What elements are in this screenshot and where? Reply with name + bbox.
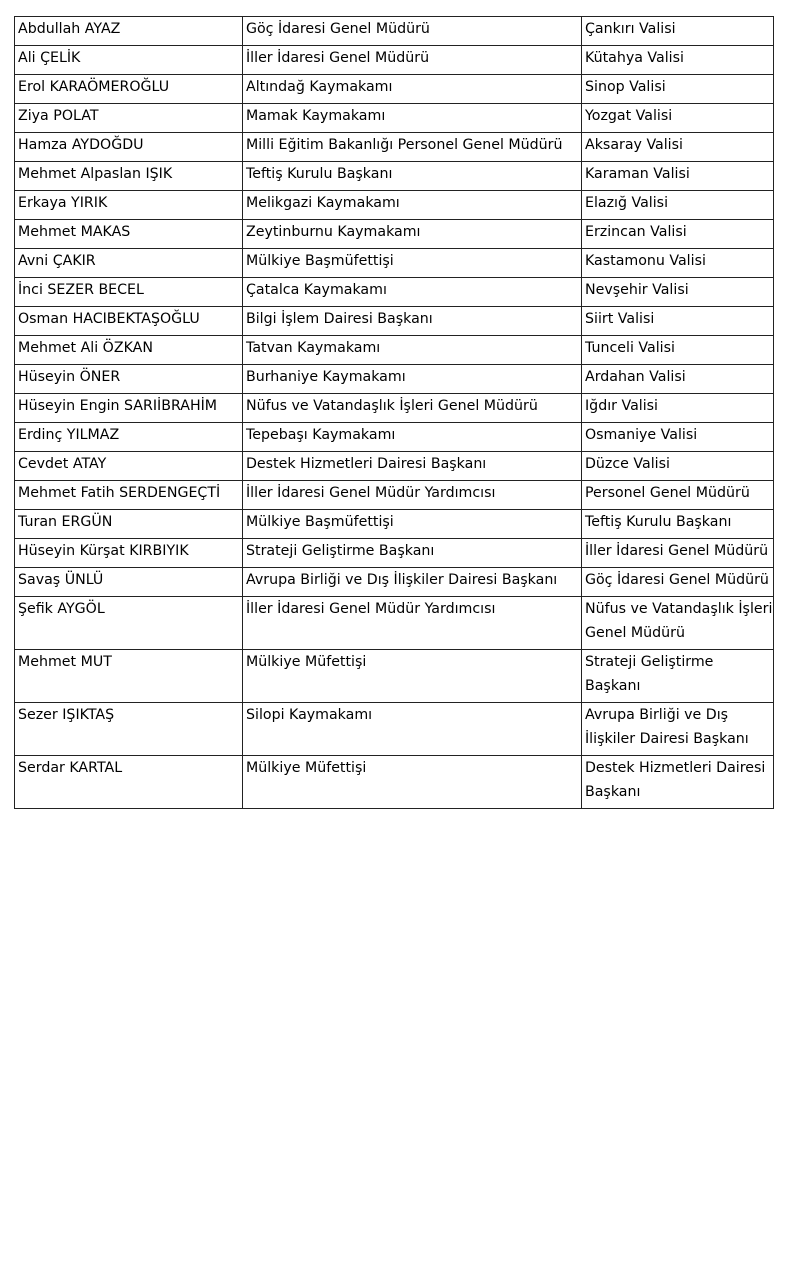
new-post-cell-text: Elazığ Valisi	[585, 195, 669, 211]
table-row	[15, 452, 774, 481]
person-name-cell	[15, 307, 243, 336]
former-post-cell-text: Çatalca Kaymakamı	[246, 282, 387, 298]
table-row	[15, 365, 774, 394]
table-row	[15, 133, 774, 162]
table-row	[15, 336, 774, 365]
person-name-cell	[15, 365, 243, 394]
person-name-cell-text: Savaş ÜNLÜ	[18, 572, 104, 588]
table-row	[15, 481, 774, 510]
person-name-cell-text: Hüseyin ÖNER	[18, 369, 121, 385]
person-name-cell-text: Erol KARAÖMEROĞLU	[18, 79, 170, 95]
table-row	[15, 510, 774, 539]
table-row	[15, 539, 774, 568]
table-row	[15, 220, 774, 249]
new-post-cell-text: Aksaray Valisi	[585, 137, 683, 153]
new-post-cell-text: Karaman Valisi	[585, 166, 690, 182]
person-name-cell	[15, 481, 243, 510]
person-name-cell-text: Hüseyin Kürşat KIRBIYIK	[18, 543, 189, 559]
person-name-cell	[15, 133, 243, 162]
new-post-cell	[582, 568, 774, 597]
person-name-cell-text: Ali ÇELİK	[18, 50, 81, 66]
former-post-cell	[243, 510, 582, 539]
former-post-cell-text: Göç İdaresi Genel Müdürü	[246, 21, 430, 37]
new-post-cell	[582, 191, 774, 220]
person-name-cell-text: Mehmet MUT	[18, 654, 112, 670]
new-post-cell	[582, 452, 774, 481]
person-name-cell	[15, 510, 243, 539]
former-post-cell	[243, 220, 582, 249]
former-post-cell	[243, 46, 582, 75]
table-row	[15, 423, 774, 452]
former-post-cell-text: Strateji Geliştirme Başkanı	[246, 543, 435, 559]
table-row	[15, 703, 774, 756]
person-name-cell	[15, 104, 243, 133]
new-post-cell	[582, 510, 774, 539]
former-post-cell-text: İller İdaresi Genel Müdür Yardımcısı	[246, 485, 496, 501]
former-post-cell-text: İller İdaresi Genel Müdür Yardımcısı	[246, 601, 496, 617]
former-post-cell	[243, 650, 582, 703]
new-post-cell	[582, 220, 774, 249]
former-post-cell-text: Avrupa Birliği ve Dış İlişkiler Dairesi Başkanı	[246, 572, 558, 588]
new-post-cell	[582, 104, 774, 133]
table-row	[15, 650, 774, 703]
person-name-cell-text: Serdar KARTAL	[18, 760, 123, 776]
former-post-cell	[243, 756, 582, 809]
table-row	[15, 17, 774, 46]
person-name-cell	[15, 423, 243, 452]
new-post-cell-text: Teftiş Kurulu Başkanı	[585, 514, 732, 530]
new-post-cell	[582, 597, 774, 650]
person-name-cell-text: Sezer IŞIKTAŞ	[18, 707, 115, 723]
former-post-cell	[243, 17, 582, 46]
new-post-cell-text: Yozgat Valisi	[585, 108, 673, 124]
new-post-cell-text: Göç İdaresi Genel Müdürü	[585, 572, 769, 588]
former-post-cell-text: Mülkiye Başmüfettişi	[246, 253, 394, 269]
new-post-cell-text: Siirt Valisi	[585, 311, 655, 327]
person-name-cell	[15, 75, 243, 104]
former-post-cell	[243, 452, 582, 481]
former-post-cell-text: Burhaniye Kaymakamı	[246, 369, 406, 385]
person-name-cell-text: Ziya POLAT	[18, 108, 99, 124]
table-row	[15, 104, 774, 133]
new-post-cell-text: Nüfus ve Vatandaşlık İşleri Genel Müdürü	[585, 601, 773, 641]
person-name-cell-text: Osman HACIBEKTAŞOĞLU	[18, 311, 200, 327]
person-name-cell	[15, 46, 243, 75]
former-post-cell-text: Mamak Kaymakamı	[246, 108, 386, 124]
new-post-cell	[582, 756, 774, 809]
former-post-cell-text: Silopi Kaymakamı	[246, 707, 373, 723]
new-post-cell-text: Tunceli Valisi	[585, 340, 675, 356]
new-post-cell	[582, 17, 774, 46]
person-name-cell	[15, 162, 243, 191]
former-post-cell-text: Teftiş Kurulu Başkanı	[246, 166, 393, 182]
former-post-cell	[243, 307, 582, 336]
person-name-cell-text: Şefik AYGÖL	[18, 601, 105, 617]
former-post-cell-text: Melikgazi Kaymakamı	[246, 195, 400, 211]
former-post-cell	[243, 365, 582, 394]
person-name-cell-text: Mehmet Alpaslan IŞIK	[18, 166, 173, 182]
new-post-cell-text: Kastamonu Valisi	[585, 253, 706, 269]
former-post-cell	[243, 75, 582, 104]
person-name-cell	[15, 650, 243, 703]
former-post-cell-text: Mülkiye Müfettişi	[246, 654, 367, 670]
former-post-cell	[243, 539, 582, 568]
table-row	[15, 756, 774, 809]
table-row	[15, 307, 774, 336]
person-name-cell	[15, 191, 243, 220]
former-post-cell	[243, 597, 582, 650]
former-post-cell	[243, 394, 582, 423]
new-post-cell-text: İller İdaresi Genel Müdürü	[585, 543, 769, 559]
person-name-cell-text: Abdullah AYAZ	[18, 21, 121, 37]
person-name-cell-text: Erkaya YIRIK	[18, 195, 108, 211]
new-post-cell-text: Destek Hizmetleri Dairesi Başkanı	[585, 760, 766, 800]
new-post-cell	[582, 423, 774, 452]
former-post-cell-text: İller İdaresi Genel Müdürü	[246, 50, 430, 66]
former-post-cell-text: Zeytinburnu Kaymakamı	[246, 224, 421, 240]
table-row	[15, 249, 774, 278]
former-post-cell	[243, 162, 582, 191]
person-name-cell-text: Mehmet Ali ÖZKAN	[18, 340, 153, 356]
former-post-cell	[243, 278, 582, 307]
former-post-cell-text: Bilgi İşlem Dairesi Başkanı	[246, 311, 433, 327]
table-row	[15, 75, 774, 104]
former-post-cell	[243, 336, 582, 365]
new-post-cell	[582, 539, 774, 568]
person-name-cell-text: Erdinç YILMAZ	[18, 427, 120, 443]
person-name-cell-text: Turan ERGÜN	[18, 514, 113, 530]
table-row	[15, 568, 774, 597]
former-post-cell	[243, 481, 582, 510]
person-name-cell	[15, 249, 243, 278]
person-name-cell-text: İnci SEZER BECEL	[18, 282, 144, 298]
new-post-cell-text: Strateji Geliştirme Başkanı	[585, 654, 714, 694]
person-name-cell-text: Hamza AYDOĞDU	[18, 137, 144, 153]
former-post-cell-text: Altındağ Kaymakamı	[246, 79, 393, 95]
former-post-cell	[243, 133, 582, 162]
new-post-cell	[582, 46, 774, 75]
person-name-cell	[15, 394, 243, 423]
new-post-cell-text: Kütahya Valisi	[585, 50, 684, 66]
new-post-cell	[582, 307, 774, 336]
person-name-cell-text: Hüseyin Engin SARIİBRAHİM	[18, 398, 218, 414]
table-row	[15, 394, 774, 423]
new-post-cell	[582, 249, 774, 278]
new-post-cell	[582, 481, 774, 510]
new-post-cell	[582, 75, 774, 104]
new-post-cell	[582, 162, 774, 191]
person-name-cell	[15, 756, 243, 809]
person-name-cell	[15, 17, 243, 46]
person-name-cell	[15, 568, 243, 597]
person-name-cell	[15, 220, 243, 249]
new-post-cell-text: Iğdır Valisi	[585, 398, 658, 414]
new-post-cell-text: Personel Genel Müdürü	[585, 485, 750, 501]
new-post-cell-text: Ardahan Valisi	[585, 369, 686, 385]
person-name-cell	[15, 703, 243, 756]
person-name-cell-text: Mehmet Fatih SERDENGEÇTİ	[18, 485, 221, 501]
former-post-cell	[243, 191, 582, 220]
new-post-cell	[582, 650, 774, 703]
person-name-cell	[15, 597, 243, 650]
person-name-cell-text: Cevdet ATAY	[18, 456, 107, 472]
new-post-cell-text: Osmaniye Valisi	[585, 427, 698, 443]
new-post-cell-text: Avrupa Birliği ve Dış İlişkiler Dairesi Başkanı	[585, 707, 749, 747]
table-row	[15, 278, 774, 307]
new-post-cell	[582, 394, 774, 423]
former-post-cell-text: Mülkiye Başmüfettişi	[246, 514, 394, 530]
new-post-cell-text: Çankırı Valisi	[585, 21, 676, 37]
new-post-cell	[582, 336, 774, 365]
appointments-table	[14, 16, 774, 809]
person-name-cell	[15, 278, 243, 307]
new-post-cell	[582, 365, 774, 394]
table-row	[15, 46, 774, 75]
person-name-cell-text: Avni ÇAKIR	[18, 253, 96, 269]
new-post-cell	[582, 703, 774, 756]
new-post-cell-text: Nevşehir Valisi	[585, 282, 689, 298]
person-name-cell	[15, 452, 243, 481]
table-row	[15, 191, 774, 220]
former-post-cell	[243, 703, 582, 756]
person-name-cell	[15, 539, 243, 568]
new-post-cell	[582, 133, 774, 162]
former-post-cell-text: Tatvan Kaymakamı	[246, 340, 381, 356]
new-post-cell-text: Erzincan Valisi	[585, 224, 687, 240]
former-post-cell-text: Mülkiye Müfettişi	[246, 760, 367, 776]
former-post-cell	[243, 104, 582, 133]
new-post-cell-text: Sinop Valisi	[585, 79, 666, 95]
former-post-cell	[243, 249, 582, 278]
table-row	[15, 597, 774, 650]
former-post-cell-text: Nüfus ve Vatandaşlık İşleri Genel Müdürü	[246, 398, 538, 414]
person-name-cell-text: Mehmet MAKAS	[18, 224, 131, 240]
former-post-cell	[243, 423, 582, 452]
new-post-cell	[582, 278, 774, 307]
former-post-cell-text: Milli Eğitim Bakanlığı Personel Genel Müdürü	[246, 137, 563, 153]
person-name-cell	[15, 336, 243, 365]
appointments-table-body	[15, 17, 774, 809]
former-post-cell-text: Tepebaşı Kaymakamı	[246, 427, 396, 443]
former-post-cell	[243, 568, 582, 597]
table-row	[15, 162, 774, 191]
former-post-cell-text: Destek Hizmetleri Dairesi Başkanı	[246, 456, 487, 472]
new-post-cell-text: Düzce Valisi	[585, 456, 670, 472]
